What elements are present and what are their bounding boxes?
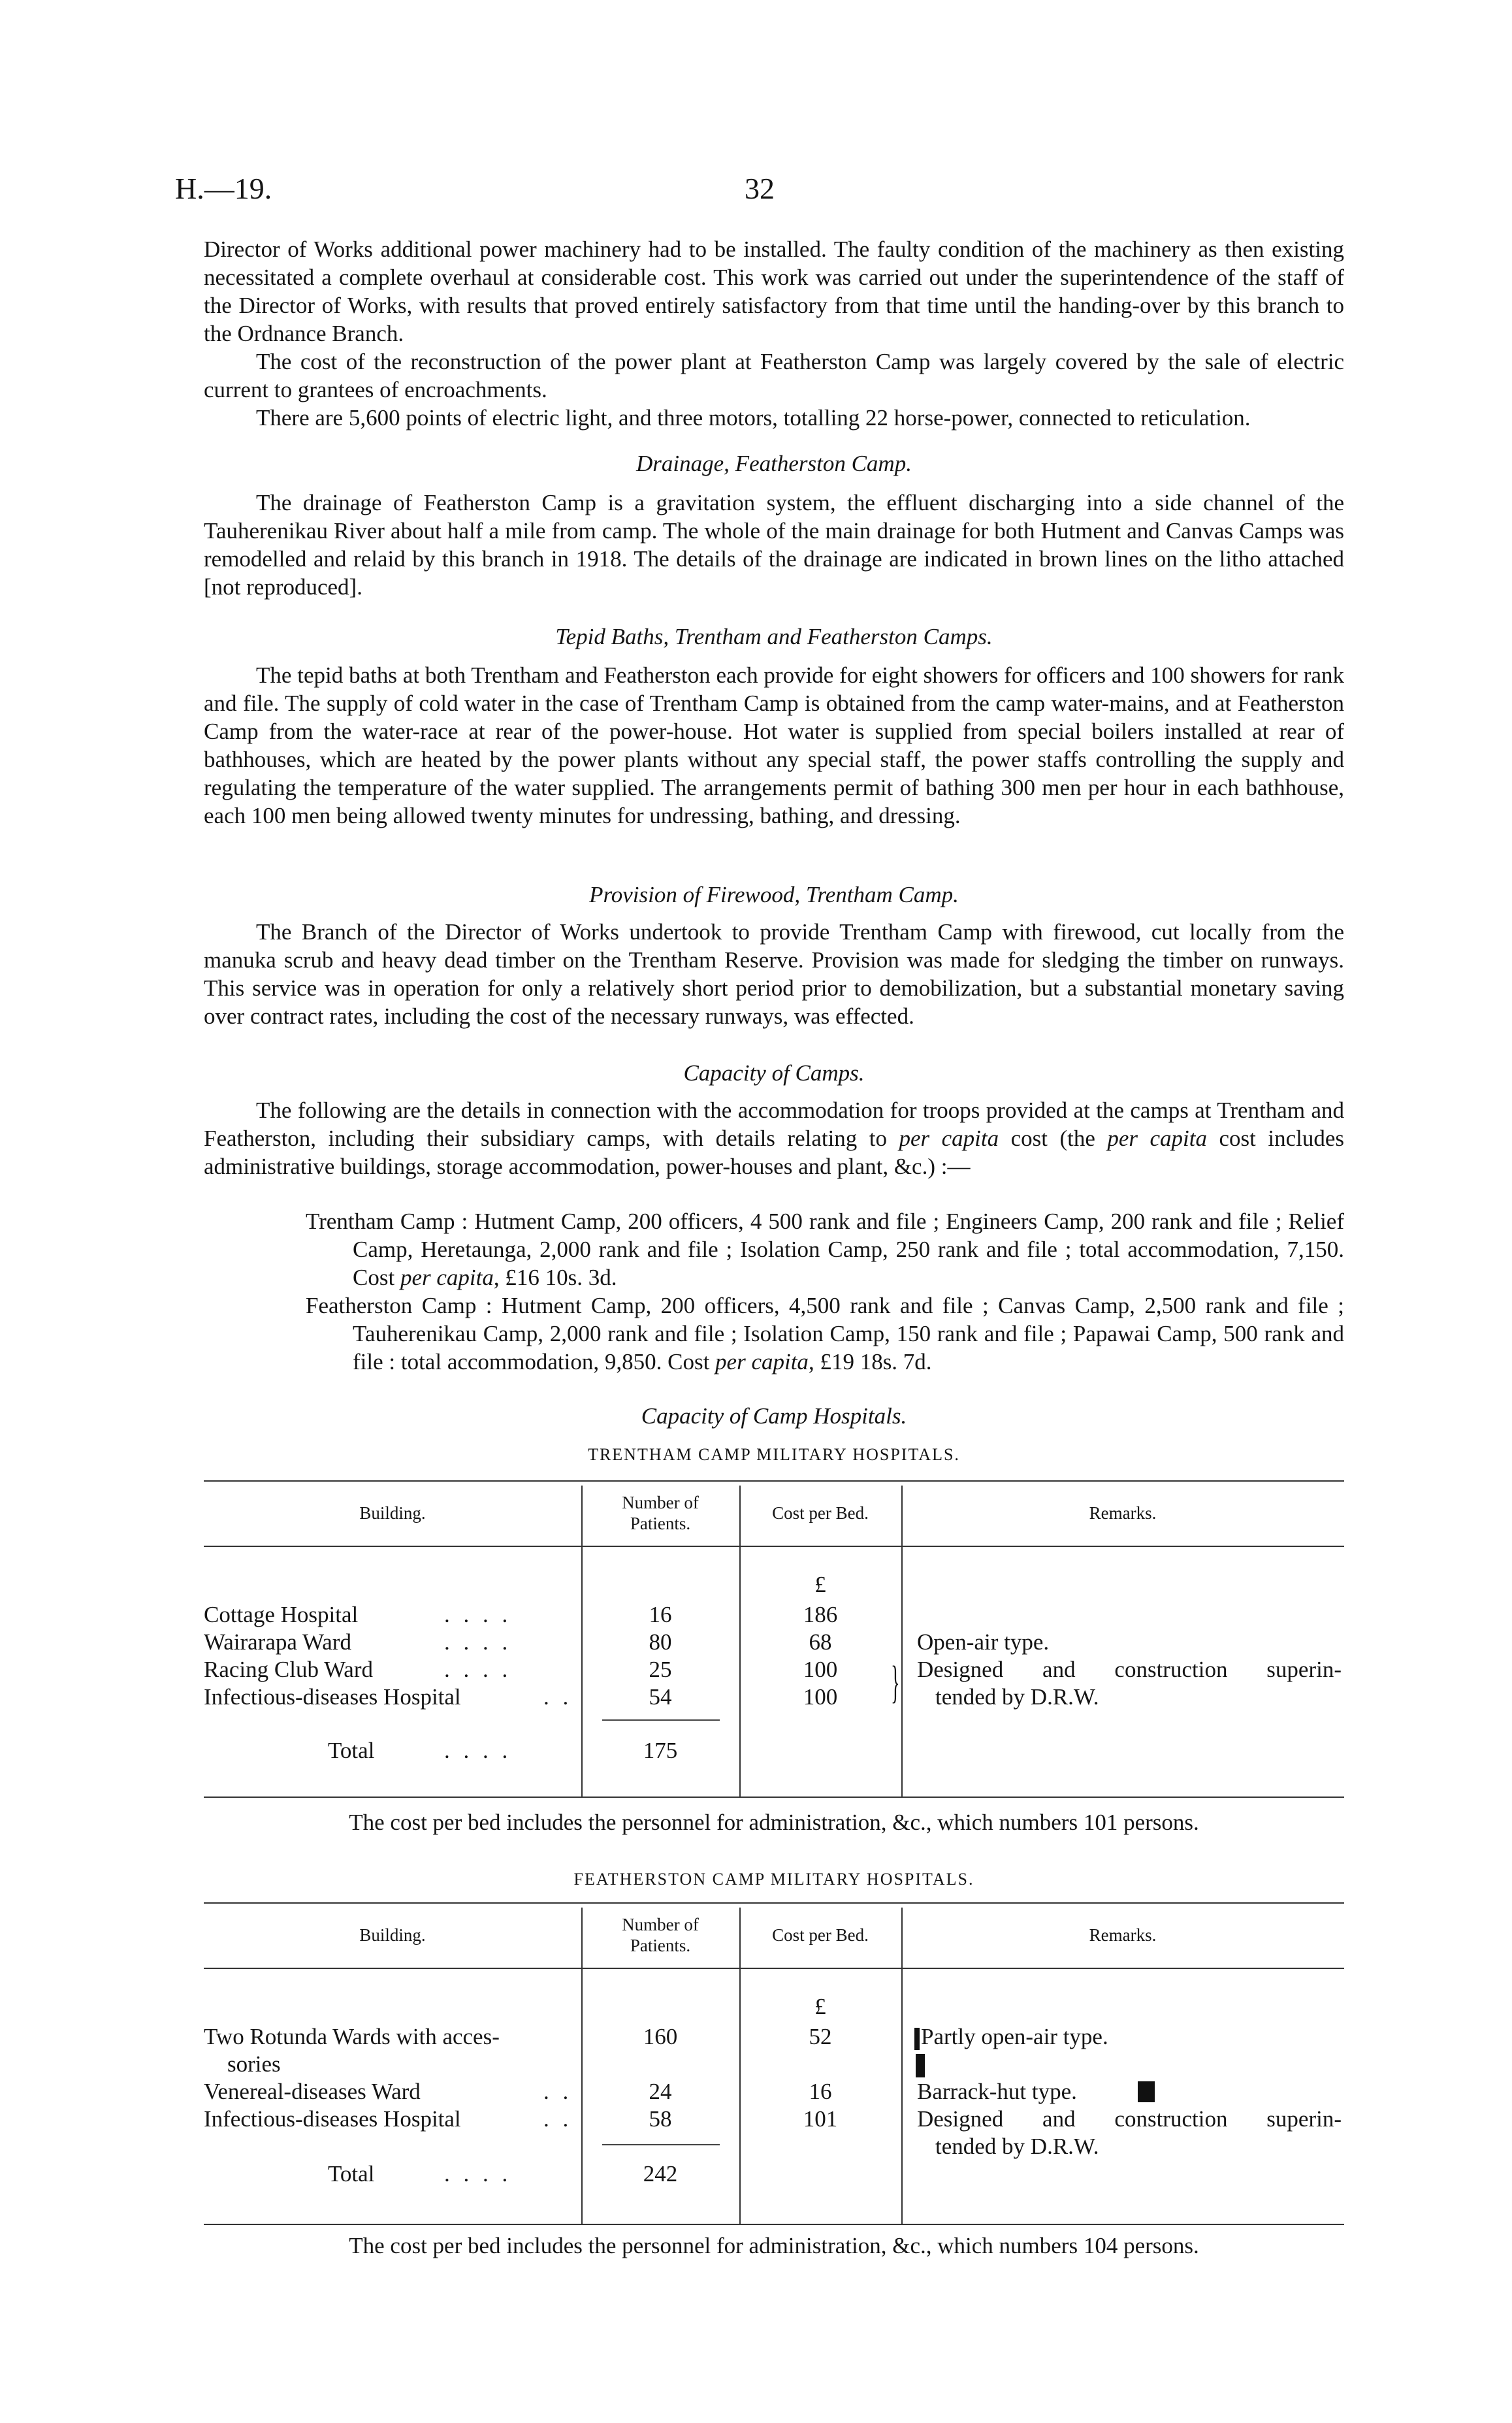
paragraph: The drainage of Featherston Camp is a gravitation system, the effluent discharging into a side channel of the Tauherenikau River about half a mile from camp. The whole of the main drainage for both Hutment and Canvas Camps was remodelled and relaid by this branch in 1918. The details of the drainage are indicated in brown lines on the litho attached [not reproduced]. — [204, 490, 1344, 600]
total-label: Total — [328, 2161, 375, 2187]
brace-mark: } — [891, 1657, 900, 1708]
table-row-building: Venereal-diseases Ward — [204, 2079, 421, 2104]
featherston-hospitals-table — [204, 1902, 1344, 2229]
document-reference: H.—19. — [175, 172, 272, 205]
scan-artifact-mark — [916, 2054, 925, 2077]
table-row-cost: 100 — [803, 1657, 838, 1682]
table-row-patients: 80 — [649, 1629, 672, 1655]
table-row-cost: 52 — [809, 2024, 832, 2049]
table-title-trentham: TRENTHAM CAMP MILITARY HOSPITALS. — [588, 1445, 960, 1464]
body-section-power — [204, 235, 1344, 432]
table-rule — [204, 1902, 1344, 1904]
column-header-building: Building. — [359, 1503, 426, 1523]
table-row-remarks: tended by D.R.W. — [935, 1684, 1099, 1710]
table-row-patients: 25 — [649, 1657, 672, 1682]
table-row-cost: 101 — [803, 2106, 838, 2132]
currency-label: £ — [814, 1994, 826, 2019]
table-rule — [204, 1968, 1344, 1969]
scan-artifact-mark — [914, 2028, 920, 2050]
table-row-remarks: Barrack-hut type. — [917, 2079, 1077, 2104]
total-patients: 175 — [643, 1738, 678, 1763]
leader-dots: . . . . — [444, 2161, 512, 2187]
table-row-remarks: tended by D.R.W. — [935, 2134, 1099, 2159]
total-label: Total — [328, 1738, 375, 1763]
table-row-patients: 24 — [649, 2079, 672, 2104]
table-row-building: Wairarapa Ward — [204, 1629, 351, 1655]
table-row-patients: 16 — [649, 1602, 672, 1627]
table-row-cost: 100 — [803, 1684, 838, 1710]
paragraph: The tepid baths at both Trentham and Featherston each provide for eight showers for officers and 100 showers for rank and file. The supply of cold water in the case of Trentham Camp is obtained from the camp water-mains, and at Featherston Camp from the water-race at rear of the power-house. Hot water is supplied from special boilers installed at rear of bathhouses, which are heated by the power plants without any special staff, the power staffs controlling the supply and regulating the temperature of the water supplied. The arrangements permit of bathing 300 men per hour in each bathhouse, each 100 men being allowed twenty minutes for undressing, bathing, and dressing. — [204, 662, 1344, 828]
column-divider — [901, 1908, 903, 2224]
table-rule — [204, 2224, 1344, 2225]
table-rule — [204, 1546, 1344, 1547]
paragraph: The following are the details in connection with the accommodation for troops provided at the camps at Trentham and Featherston, including their subsidiary camps, with details relating to per capita cost (the per capita cost includes administrative buildings, storage accommodation, power-houses and plant, &c.) :— — [204, 1098, 1344, 1179]
trentham-hospitals-table — [204, 1480, 1344, 1800]
camp-accommodation-list — [306, 1207, 1344, 1376]
section-heading-firewood: Provision of Firewood, Trentham Camp. — [589, 882, 959, 907]
table-row-building: Infectious-diseases Hospital — [204, 2106, 461, 2132]
leader-dots: . . . . — [444, 1657, 512, 1682]
table-row-building: sories — [227, 2051, 281, 2077]
table-rule — [204, 1480, 1344, 1482]
column-divider — [901, 1486, 903, 1797]
column-header-cost: Cost per Bed. — [772, 1925, 869, 1945]
column-header-remarks: Remarks. — [1089, 1925, 1157, 1945]
leader-dots: . . — [543, 1684, 573, 1710]
total-rule — [602, 1719, 720, 1721]
table-row-patients: 160 — [643, 2024, 678, 2049]
column-header-cost: Cost per Bed. — [772, 1503, 869, 1523]
body-section-drainage — [204, 489, 1344, 601]
section-heading-drainage: Drainage, Featherston Camp. — [636, 451, 912, 476]
table-row-remarks: Partly open-air type. — [921, 2024, 1108, 2049]
table-row-building: Cottage Hospital — [204, 1602, 359, 1627]
table-row-building: Two Rotunda Wards with acces- — [204, 2024, 500, 2049]
table-row-patients: 54 — [649, 1684, 672, 1710]
table-row-building: Racing Club Ward — [204, 1657, 373, 1682]
leader-dots: . . . . — [444, 1602, 512, 1627]
body-section-tepid-baths — [204, 661, 1344, 830]
table-row-remarks: Designed and construction superin- — [917, 1657, 1342, 1682]
paragraph: The cost of the reconstruction of the power plant at Featherston Camp was largely covered by the sale of electric current to grantees of encroachments. — [204, 349, 1344, 402]
body-section-capacity-camps — [204, 1096, 1344, 1180]
currency-label: £ — [814, 1572, 826, 1597]
table-row-remarks: Open-air type. — [917, 1629, 1050, 1655]
total-patients: 242 — [643, 2161, 678, 2187]
page-number: 32 — [745, 172, 775, 205]
leader-dots: . . — [543, 2106, 573, 2132]
featherston-camp-entry: Featherston Camp : Hutment Camp, 200 officers, 4,500 rank and file ; Canvas Camp, 2,500 rank and file ; Tauherenikau Camp, 2,000 rank and file ; Isolation Camp, 150 rank and file ; Papawai Camp, 500 rank and file : total accommodation, 9,850. Cost per capita, £19 18s. 7d. — [306, 1293, 1344, 1374]
paragraph: There are 5,600 points of electric light, and three motors, totalling 22 horse-power, connected to reticulation. — [256, 405, 1251, 431]
section-heading-capacity-hospitals: Capacity of Camp Hospitals. — [641, 1403, 907, 1429]
table-row-cost: 68 — [809, 1629, 832, 1655]
column-header-remarks: Remarks. — [1089, 1503, 1157, 1523]
leader-dots: . . . . — [444, 1629, 512, 1655]
table-row-patients: 58 — [649, 2106, 672, 2132]
leader-dots: . . — [543, 2079, 573, 2104]
total-rule — [602, 2144, 720, 2145]
paragraph: The Branch of the Director of Works undertook to provide Trentham Camp with firewood, cut locally from the manuka scrub and heavy dead timber on the Trentham Reserve. Provision was made for sledging the timber on runways. This service was in operation for only a relatively short period prior to demobilization, but a substantial monetary saving over contract rates, including the cost of the necessary runways, was effected. — [204, 919, 1344, 1029]
table-title-featherston: FEATHERSTON CAMP MILITARY HOSPITALS. — [573, 1870, 974, 1889]
section-heading-tepid-baths: Tepid Baths, Trentham and Featherston Camps. — [555, 624, 993, 649]
column-header-building: Building. — [359, 1925, 426, 1945]
paragraph: Director of Works additional power machinery had to be installed. The faulty condition of the machinery as then existing necessitated a complete overhaul at considerable cost. This work was carried out under the superintendence of the staff of the Director of Works, with results that proved entirely satisfactory from that time until the handing-over by this branch to the Ordnance Branch. — [204, 236, 1344, 346]
table-note-featherston: The cost per bed includes the personnel for administration, &c., which numbers 104 persons. — [349, 2233, 1199, 2258]
table-row-cost: 186 — [803, 1602, 838, 1627]
column-header-patients: Number of Patients. — [622, 1493, 699, 1533]
table-note-trentham: The cost per bed includes the personnel for administration, &c., which numbers 101 persons. — [349, 1810, 1199, 1835]
table-row-building: Infectious-diseases Hospital — [204, 1684, 461, 1710]
leader-dots: . . . . — [444, 1738, 512, 1763]
trentham-camp-entry: Trentham Camp : Hutment Camp, 200 officers, 4 500 rank and file ; Engineers Camp, 200 rank and file ; Relief Camp, Heretaunga, 2,000 rank and file ; Isolation Camp, 250 rank and file ; total accommodation, 7,150. Cost per capita, £16 10s. 3d. — [306, 1209, 1344, 1290]
table-row-cost: 16 — [809, 2079, 832, 2104]
section-heading-capacity-camps: Capacity of Camps. — [683, 1060, 865, 1086]
scan-artifact-mark — [1138, 2081, 1155, 2102]
body-section-firewood — [204, 918, 1344, 1030]
table-rule — [204, 1797, 1344, 1798]
column-header-patients: Number of Patients. — [622, 1915, 699, 1955]
column-divider — [739, 1908, 741, 2224]
table-row-remarks: Designed and construction superin- — [917, 2106, 1342, 2132]
